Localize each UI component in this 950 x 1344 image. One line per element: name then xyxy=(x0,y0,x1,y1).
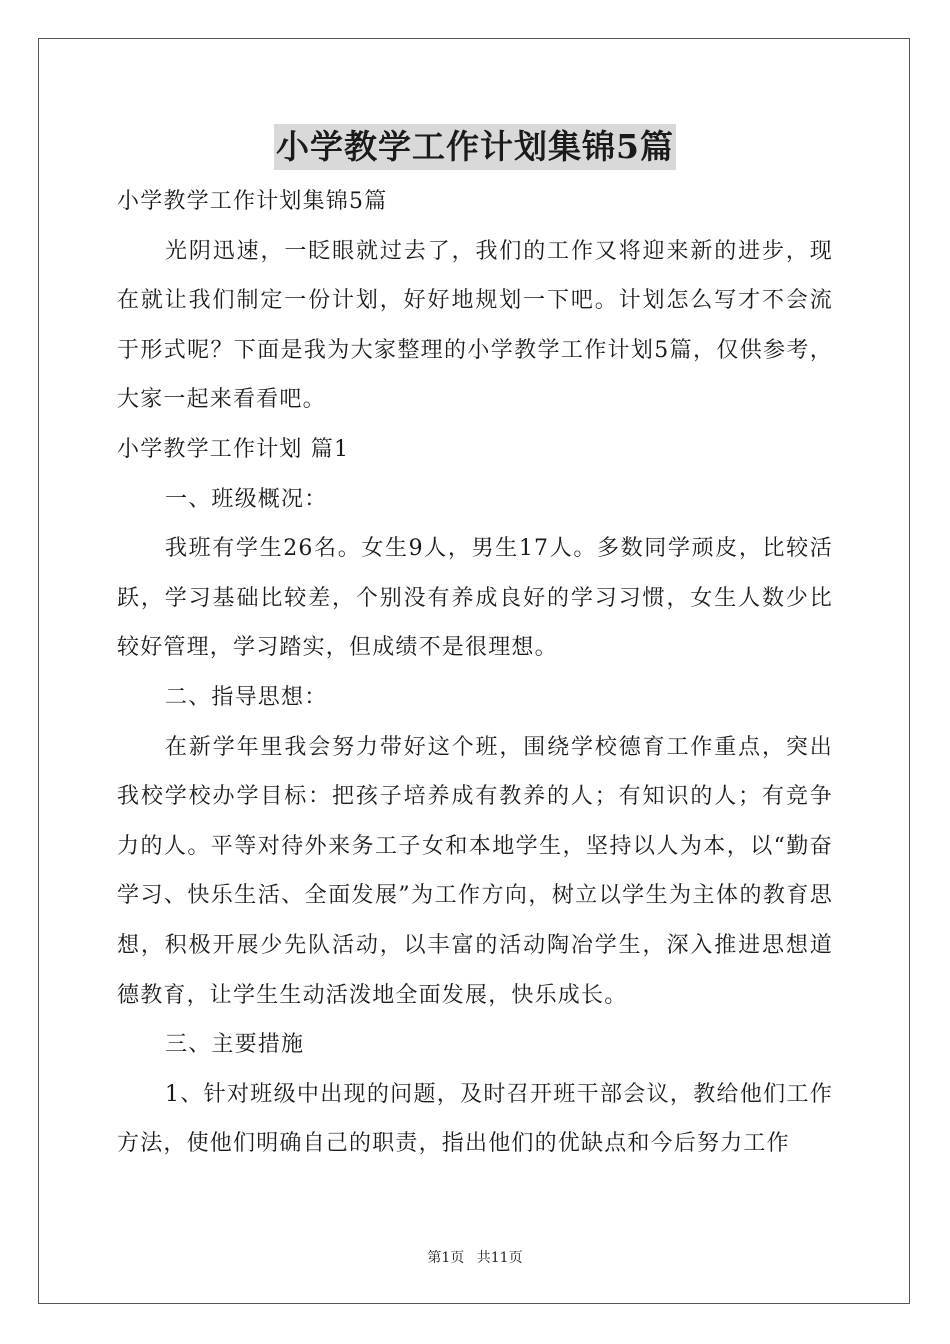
subsection-heading: 一、班级概况： xyxy=(165,486,328,512)
page-footer xyxy=(0,1247,950,1267)
paragraph: 光阴迅速，一眨眼就过去了，我们的工作又将迎来新的进步，现在就让我们制定一份计划，好好地规划一下吧。计划怎么写才不会流于形式呢？下面是我为大家整理的小学教学工作计划5篇，仅供参考，大家一起来看看吧。 xyxy=(117,238,833,413)
paragraph: 我班有学生26名。女生9人，男生17人。多数同学顽皮，比较活跃，学习基础比较差，个别没有养成良好的学习习惯，女生人数少比较好管理，学习踏实，但成绩不是很理想。 xyxy=(117,536,833,661)
paragraph: 在新学年里我会努力带好这个班，围绕学校德育工作重点，突出我校学校办学目标：把孩子培养成有教养的人；有知识的人；有竞争力的人。平等对待外来务工子女和本地学生，坚持以人为本，以“勤奋学习、快乐生活、全面发展”为工作方向，树立以学生为主体的教育思想，积极开展少先队活动，以丰富的活动陶冶学生，深入推进思想道德教育，让学生生动活泼地全面发展，快乐成长。 xyxy=(117,734,833,1008)
paragraph: 小学教学工作计划集锦5篇 xyxy=(117,189,388,214)
title-wrap xyxy=(0,124,950,170)
document-body xyxy=(117,177,833,1169)
document-title: 小学教学工作计划集锦5篇 xyxy=(274,124,676,170)
section-heading: 小学教学工作计划 篇1 xyxy=(117,436,350,462)
subsection-heading: 三、主要措施 xyxy=(165,1032,305,1058)
paragraph: 1、针对班级中出现的问题，及时召开班干部会议，教给他们工作方法，使他们明确自己的职责，指出他们的优缺点和今后努力工作 xyxy=(117,1081,833,1157)
page-number: 第1页 xyxy=(427,1250,465,1266)
page-total: 共11页 xyxy=(476,1250,523,1266)
subsection-heading: 二、指导思想： xyxy=(165,684,328,710)
